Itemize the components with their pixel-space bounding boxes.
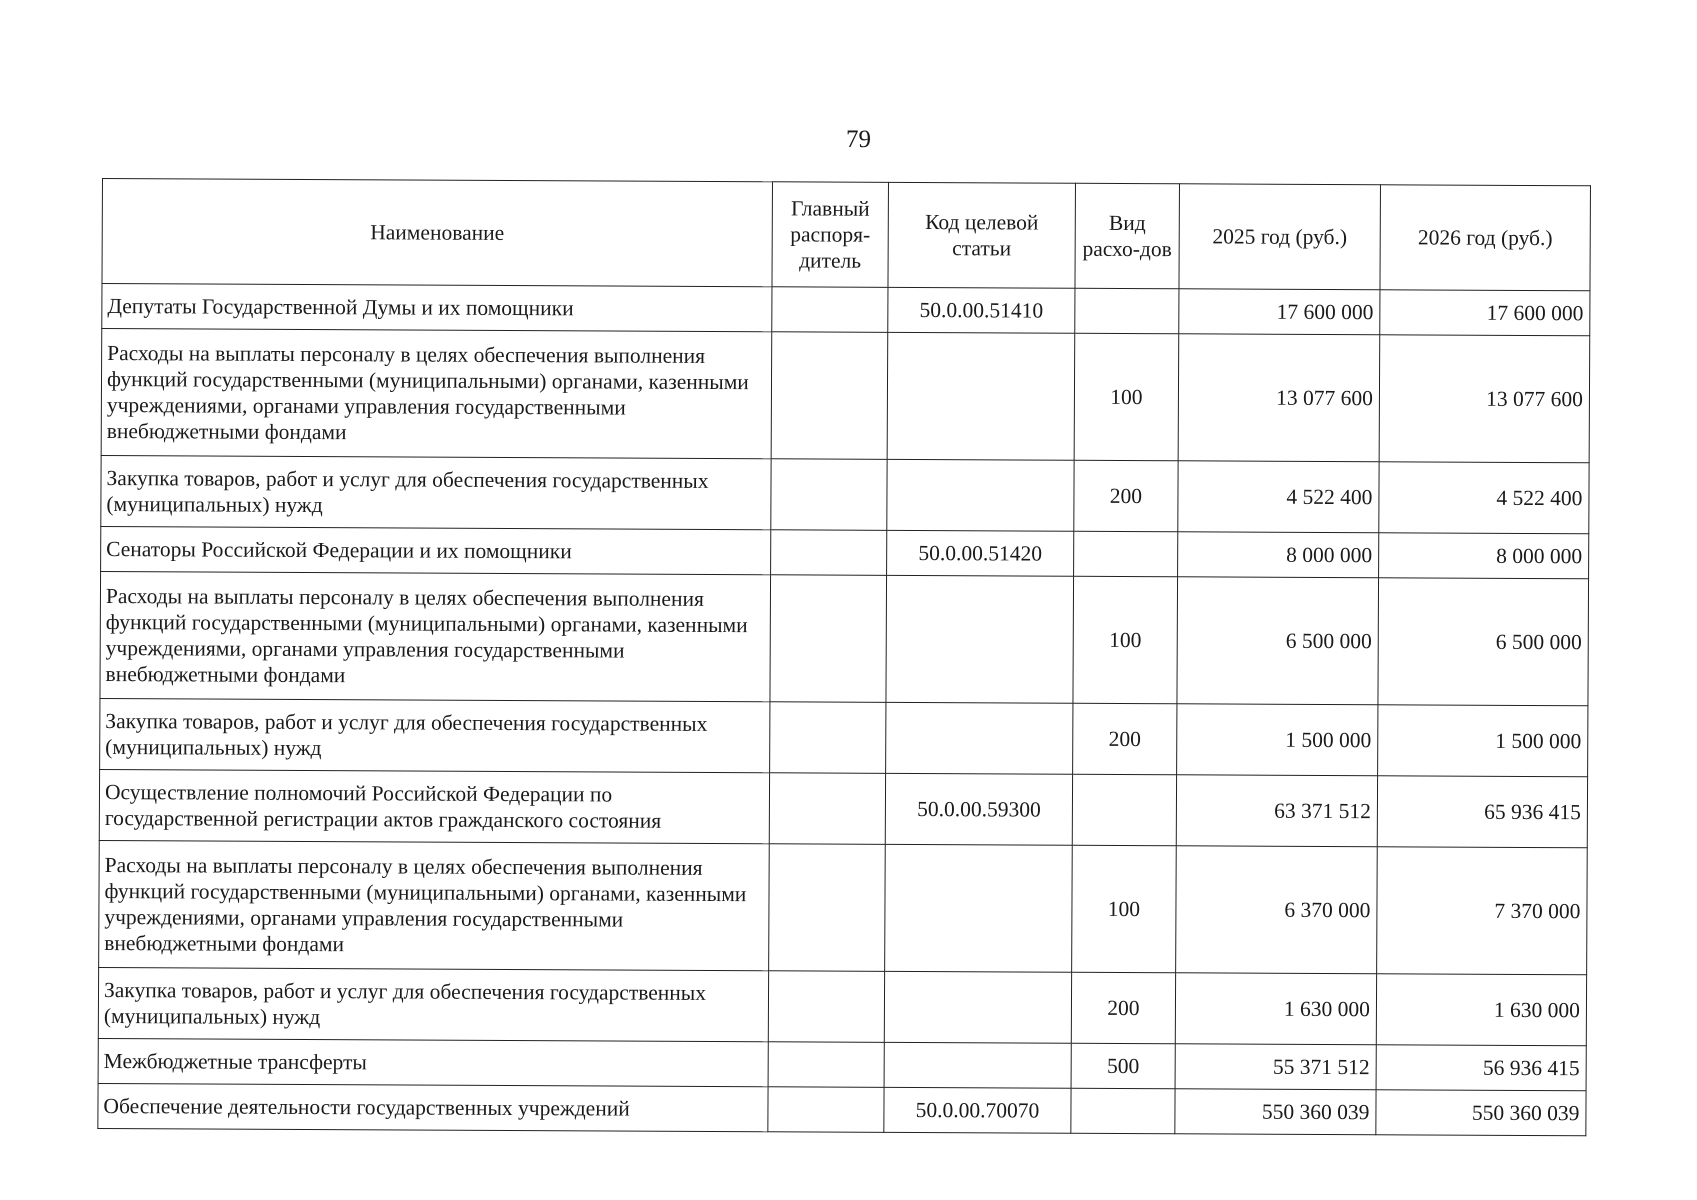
- row-code: 50.0.00.51410: [888, 287, 1075, 333]
- table-row: [98, 967, 1586, 1045]
- header-grbs: Главный распоря-дитель: [772, 182, 889, 288]
- row-code: [886, 575, 1074, 703]
- table-row: [100, 571, 1589, 705]
- row-code: [887, 332, 1075, 460]
- row-vid: [1071, 1088, 1175, 1134]
- table-row: [100, 698, 1588, 776]
- row-name: Обеспечение деятельности государственных учреждений: [98, 1083, 768, 1131]
- row-name: Закупка товаров, работ и услуг для обеспечения государственных (муниципальных) нужд: [101, 455, 771, 529]
- row-vid: 100: [1073, 576, 1178, 704]
- row-name: Расходы на выплаты персоналу в целях обеспечения выполнения функций государственными (муниципальными) органами, казенными учреждениями, органами управления государственными внебюджетными фондами: [101, 329, 772, 459]
- row-2026: 550 360 039: [1376, 1090, 1586, 1136]
- row-grbs: [771, 459, 887, 531]
- row-name: Осуществление полномочий Российской Федерации по государственной регистрации актов гражданского состояния: [99, 769, 769, 843]
- row-2026: 4 522 400: [1379, 462, 1589, 534]
- row-2025: 4 522 400: [1178, 461, 1379, 533]
- row-name: Депутаты Государственной Думы и их помощники: [102, 284, 772, 332]
- table-row: [102, 284, 1590, 336]
- row-vid: [1072, 774, 1176, 846]
- page-number: 79: [846, 126, 871, 153]
- row-2026: 6 500 000: [1378, 578, 1589, 706]
- row-code: 50.0.00.51420: [887, 530, 1074, 576]
- row-2025: 1 630 000: [1175, 973, 1376, 1045]
- header-name: Наименование: [102, 179, 773, 287]
- row-2025: 6 370 000: [1176, 846, 1378, 974]
- row-vid: [1074, 531, 1178, 577]
- row-grbs: [768, 1042, 884, 1088]
- row-2025: 1 500 000: [1177, 704, 1378, 776]
- row-2026: 56 936 415: [1376, 1045, 1586, 1091]
- row-2026: 13 077 600: [1379, 335, 1590, 463]
- row-grbs: [771, 530, 887, 576]
- table-row: [101, 329, 1590, 463]
- row-code: [884, 971, 1071, 1043]
- row-2026: 1 500 000: [1378, 705, 1588, 777]
- row-vid: 200: [1071, 972, 1175, 1044]
- row-2026: 1 630 000: [1376, 974, 1586, 1046]
- row-code: [887, 459, 1074, 531]
- row-vid: 100: [1074, 333, 1179, 461]
- row-name: Расходы на выплаты персоналу в целях обеспечения выполнения функций государственными (муниципальными) органами, казенными учреждениями, органами управления государственными внебюджетными фондами: [99, 840, 770, 970]
- row-2025: 550 360 039: [1175, 1089, 1376, 1135]
- row-2026: 7 370 000: [1377, 847, 1588, 975]
- row-code: 50.0.00.59300: [885, 773, 1072, 845]
- row-vid: 100: [1072, 845, 1177, 973]
- header-vid: Вид расхо-дов: [1075, 183, 1180, 289]
- row-code: 50.0.00.70070: [884, 1087, 1071, 1133]
- table-row: [99, 769, 1587, 847]
- row-grbs: [772, 287, 888, 333]
- row-code: [885, 844, 1073, 972]
- row-name: Закупка товаров, работ и услуг для обеспечения государственных (муниципальных) нужд: [98, 967, 768, 1041]
- row-grbs: [770, 575, 887, 703]
- row-name: Закупка товаров, работ и услуг для обеспечения государственных (муниципальных) нужд: [100, 698, 770, 772]
- row-grbs: [769, 773, 885, 845]
- row-2025: 63 371 512: [1176, 775, 1377, 847]
- row-2025: 55 371 512: [1175, 1044, 1376, 1090]
- row-2026: 65 936 415: [1377, 776, 1587, 848]
- row-grbs: [768, 971, 884, 1043]
- row-grbs: [769, 844, 886, 972]
- table-header-row: [102, 179, 1590, 291]
- row-2025: 6 500 000: [1177, 577, 1379, 705]
- header-2026: 2026 год (руб.): [1380, 185, 1591, 291]
- row-code: [886, 702, 1073, 774]
- row-name: Расходы на выплаты персоналу в целях обеспечения выполнения функций государственными (муниципальными) органами, казенными учреждениями, органами управления государственными внебюджетными фондами: [100, 571, 771, 701]
- header-2025: 2025 год (руб.): [1179, 184, 1381, 290]
- table-row: [98, 1038, 1586, 1090]
- row-2026: 17 600 000: [1380, 290, 1590, 336]
- row-name: Сенаторы Российской Федерации и их помощники: [101, 526, 771, 574]
- row-grbs: [770, 702, 886, 774]
- table-row: [99, 840, 1588, 974]
- row-2025: 13 077 600: [1178, 334, 1380, 462]
- table-row: [101, 526, 1589, 578]
- row-2025: 17 600 000: [1179, 289, 1380, 335]
- table-row: [98, 1083, 1586, 1135]
- budget-table: [97, 178, 1591, 1136]
- header-code: Код целевой статьи: [888, 182, 1076, 288]
- row-code: [884, 1042, 1071, 1088]
- row-vid: [1075, 288, 1179, 334]
- row-vid: 200: [1074, 460, 1178, 532]
- row-2025: 8 000 000: [1178, 532, 1379, 578]
- row-vid: 200: [1073, 703, 1177, 775]
- row-name: Межбюджетные трансферты: [98, 1038, 768, 1086]
- row-grbs: [771, 332, 888, 460]
- table-row: [101, 455, 1589, 533]
- row-2026: 8 000 000: [1379, 533, 1589, 579]
- row-grbs: [768, 1087, 884, 1133]
- row-vid: 500: [1071, 1043, 1175, 1089]
